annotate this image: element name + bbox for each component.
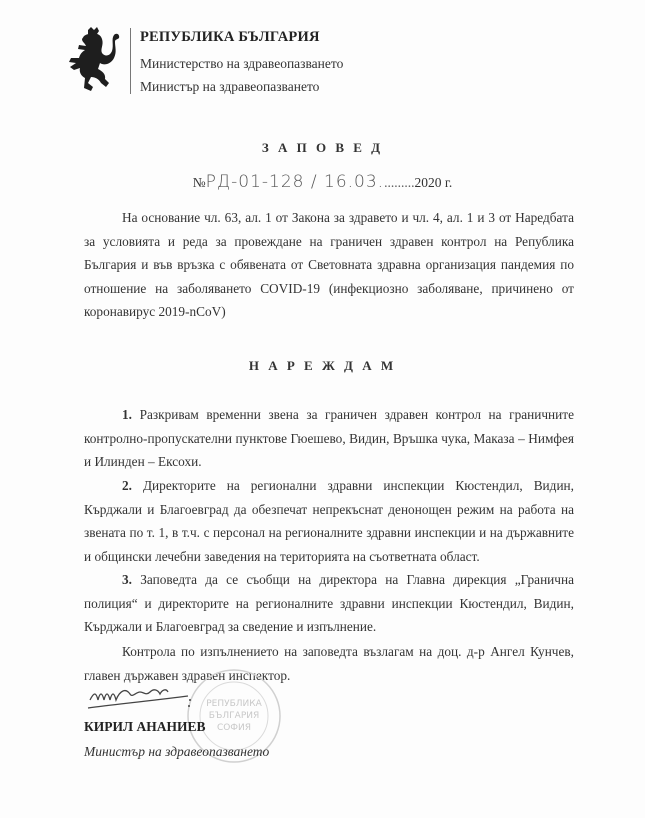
document-number <box>0 172 645 192</box>
order-item-3 <box>84 568 574 639</box>
number-prefix: № <box>192 175 206 190</box>
item-text: Заповедта да се съобщи на директора на Главна дирекция „Гранична полиция“ и директорите на регионалните здравни инспекции Кюстендил, Видин, Кърджали и Благоевград за сведение и изпълнение. <box>84 572 575 634</box>
item-text: Директорите на регионални здравни инспекции Кюстендил, Видин, Кърджали и Благоевград да обезпечат непрекъснат денонощен режим на работа на звената по т. 1, в т.ч. с персонал на регионалните здравни инспекции и на държавните и общински лечебни заведения на територията на съответната област. <box>84 478 574 564</box>
order-item-1 <box>84 403 574 474</box>
preamble-text: На основание чл. 63, ал. 1 от Закона за здравето и чл. 4, ал. 1 и 3 от Наредбата за условията и реда за провеждане на граничен здравен контрол на Република България и във връзка с обявената от Световната здравна организация пандемия по отношение на заболяването COVID-19 (инфекциозно заболяване, причинено от коронавирус 2019-nCoV) <box>84 210 574 319</box>
stamp-line: СОФИЯ <box>216 723 252 733</box>
document-title: З А П О В Е Д <box>261 140 384 155</box>
country-name: РЕПУБЛИКА БЪЛГАРИЯ <box>140 29 320 45</box>
header-divider <box>130 28 131 94</box>
stamp-line: БЪЛГАРИЯ <box>208 711 260 721</box>
preamble <box>84 206 574 324</box>
control-text: Контрола по изпълнението на заповедта възлагам на доц. д-р Ангел Кунчев, главен държавен здравен инспектор. <box>84 644 574 683</box>
signatory-name: КИРИЛ АНАНИЕВ <box>84 719 206 734</box>
dotted-fill: ......... <box>384 175 415 190</box>
item-number: 3. <box>122 572 132 587</box>
signatory-role: Министър на здравеопазването <box>84 744 270 759</box>
handwritten-signature <box>86 682 196 712</box>
item-number: 2. <box>122 478 132 493</box>
stamp-line: РЕПУБЛИКА <box>206 699 262 709</box>
item-text: Разкривам временни звена за граничен здравен контрол на граничните контролно-пропускателни пунктове Гюешево, Видин, Връшка чука, Маказа – Нимфея и Илинден – Ексохи. <box>84 407 574 469</box>
minister-title: Министър на здравеопазването <box>140 79 320 94</box>
order-heading: Н А Р Е Ж Д А М <box>248 358 397 373</box>
control-paragraph <box>84 640 574 687</box>
handwritten-number: РД-01-128 / 16.03. <box>205 172 385 192</box>
number-year: 2020 г. <box>414 175 453 190</box>
item-number: 1. <box>122 407 132 422</box>
ministry-name: Министерство на здравеопазването <box>140 56 344 71</box>
lion-coat-of-arms-icon <box>66 26 122 96</box>
order-item-2 <box>84 474 574 568</box>
